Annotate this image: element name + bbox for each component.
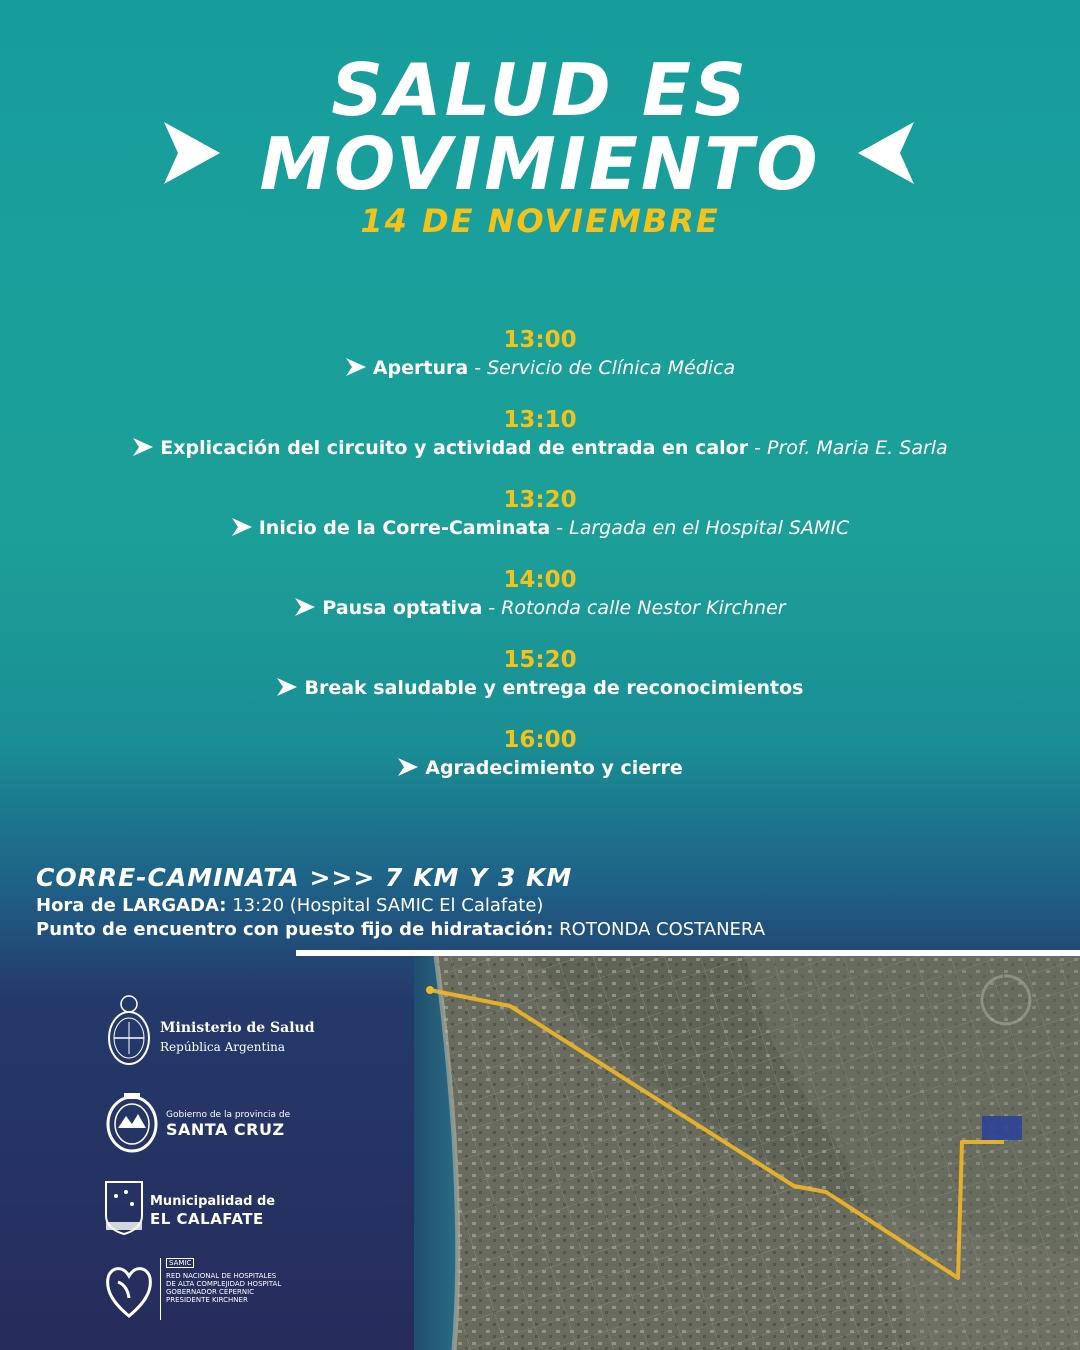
santa-cruz-line2: SANTA CRUZ xyxy=(166,1120,285,1139)
agenda-detail: Largada en el Hospital SAMIC xyxy=(569,517,850,539)
arrow-right-icon xyxy=(132,437,154,457)
agenda-activity: Explicación del circuito y actividad de entrada en calor xyxy=(160,437,749,459)
event-date: 14 DE NOVIEMBRE xyxy=(360,202,720,240)
hospital-heart-icon xyxy=(104,1254,154,1324)
agenda-activity: Apertura xyxy=(372,357,469,379)
agenda-item xyxy=(0,726,1080,806)
agenda-time: 16:00 xyxy=(503,727,577,753)
agenda-separator: - xyxy=(748,437,768,459)
agenda-time: 14:00 xyxy=(503,567,577,593)
chevron-left-icon xyxy=(856,118,918,188)
agenda-separator: - xyxy=(468,357,488,379)
agenda-item xyxy=(0,406,1080,486)
agenda-time: 13:10 xyxy=(503,407,577,433)
arrow-right-icon xyxy=(276,677,298,697)
agenda-detail: Rotonda calle Nestor Kirchner xyxy=(501,597,786,619)
agenda-time: 13:20 xyxy=(503,487,577,513)
arrow-right-icon xyxy=(345,357,367,377)
agenda-list xyxy=(0,326,1080,806)
agenda-detail: Servicio de Clínica Médica xyxy=(487,357,736,379)
agenda-activity: Break saludable y entrega de reconocimientos xyxy=(304,677,804,699)
hospital-text: RED NACIONAL DE HOSPITALES DE ALTA COMPLEJIDAD HOSPITAL GOBERNADOR CEPERNIC PRESIDENTE KIRCHNER xyxy=(166,1272,282,1304)
start-time-line xyxy=(36,894,936,918)
calafate-line1: Municipalidad de xyxy=(150,1194,276,1209)
start-label: Hora de LARGADA: xyxy=(36,895,227,916)
meeting-point-line xyxy=(36,918,936,942)
arrow-right-icon xyxy=(397,757,419,777)
arrow-right-icon xyxy=(231,517,253,537)
agenda-separator: - xyxy=(550,517,570,539)
chevron-right-icon xyxy=(160,118,222,188)
ministerio-line2: República Argentina xyxy=(160,1040,286,1054)
agenda-separator: - xyxy=(482,597,502,619)
title-line-2: MOVIMIENTO xyxy=(259,122,821,206)
agenda-line xyxy=(0,354,1080,382)
agenda-item xyxy=(0,486,1080,566)
municipal-shield-icon xyxy=(104,1172,144,1236)
agenda-activity: Agradecimiento y cierre xyxy=(425,757,683,779)
start-value: 13:20 (Hospital SAMIC El Calafate) xyxy=(232,895,544,916)
agenda-item xyxy=(0,326,1080,406)
agenda-item xyxy=(0,566,1080,646)
arrow-right-icon xyxy=(294,597,316,617)
race-info xyxy=(36,862,936,942)
agenda-line xyxy=(0,594,1080,622)
meeting-value: ROTONDA COSTANERA xyxy=(559,919,766,940)
ministerio-line1: Ministerio de Salud xyxy=(160,1020,315,1036)
agenda-line xyxy=(0,434,1080,462)
province-shield-icon xyxy=(104,1090,160,1154)
agenda-item xyxy=(0,646,1080,726)
agenda-line xyxy=(0,674,1080,702)
national-shield-icon xyxy=(104,994,154,1070)
route-map xyxy=(414,956,1080,1350)
hospital-divider xyxy=(160,1258,161,1320)
agenda-time: 13:00 xyxy=(503,327,577,353)
santa-cruz-line1: Gobierno de la provincia de xyxy=(166,1110,291,1120)
agenda-line xyxy=(0,514,1080,542)
race-heading: CORRE-CAMINATA >>> 7 KM Y 3 KM xyxy=(36,863,573,892)
title-line-1: SALUD ES xyxy=(331,48,749,132)
meeting-label: Punto de encuentro con puesto fijo de hidratación: xyxy=(36,919,554,940)
agenda-activity: Inicio de la Corre-Caminata xyxy=(258,517,551,539)
agenda-time: 15:20 xyxy=(503,647,577,673)
hospital-badge: SAMIC xyxy=(166,1258,194,1268)
calafate-line2: EL CALAFATE xyxy=(150,1210,264,1228)
agenda-line xyxy=(0,754,1080,782)
agenda-activity: Pausa optativa xyxy=(322,597,483,619)
agenda-detail: Prof. Maria E. Sarla xyxy=(767,437,948,459)
